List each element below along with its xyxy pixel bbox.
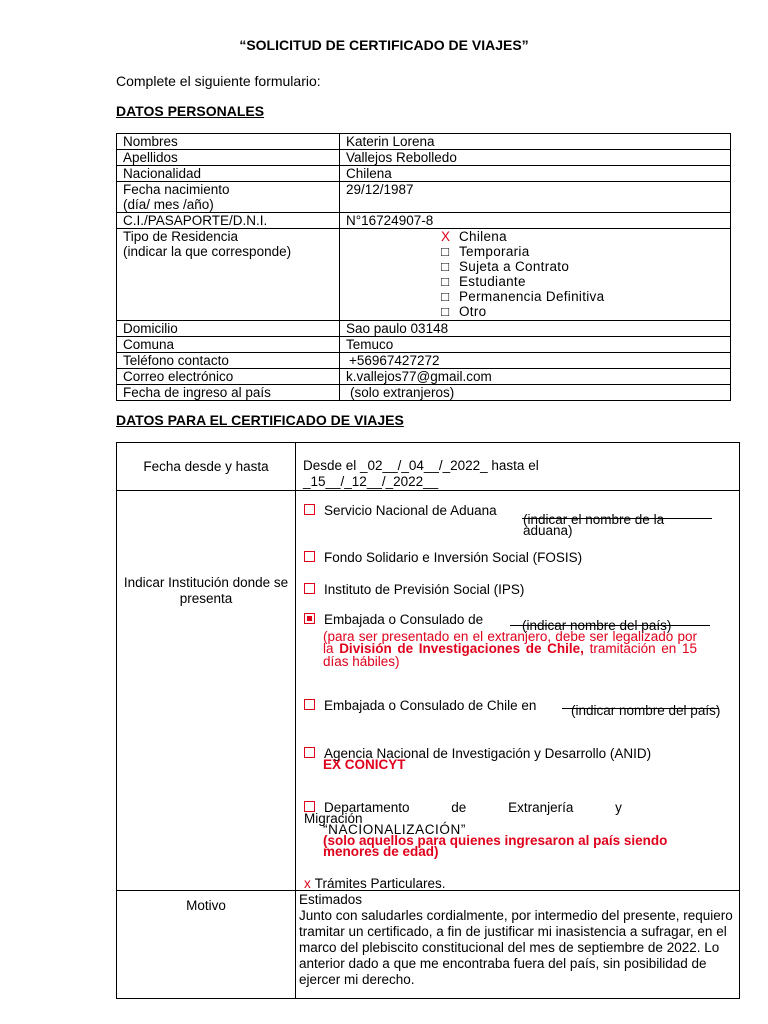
aduana-label: Servicio Nacional de Aduana xyxy=(324,503,497,518)
institucion-option-ips[interactable] xyxy=(296,583,524,597)
telefono-label: Teléfono contacto xyxy=(117,353,340,369)
embajada-chile-label: Embajada o Consulado de Chile en xyxy=(324,698,537,713)
checkbox-icon: □ xyxy=(441,274,450,289)
anid-note: EX CONICYT xyxy=(323,757,406,772)
comuna-field[interactable]: Temuco xyxy=(340,337,731,353)
anid-label: Agencia Nacional de Investigación y Desarrollo (ANID) xyxy=(324,746,652,761)
embajada-note-bold: División de Investigaciones de Chile, xyxy=(339,641,584,656)
documento-label: C.I./PASAPORTE/D.N.I. xyxy=(117,213,340,229)
fosis-label: Fondo Solidario e Inversión Social (FOSIS) xyxy=(324,550,583,565)
certificate-data-table xyxy=(116,442,740,999)
page-title: “SOLICITUD DE CERTIFICADO DE VIAJES” xyxy=(239,37,529,53)
checkbox-selected-icon xyxy=(304,613,315,624)
residencia-option[interactable] xyxy=(441,289,730,304)
residencia-option-label: Sujeta a Contrato xyxy=(459,259,570,274)
fecha-rango-line2: _15__/_12__/_2022__ xyxy=(303,474,439,489)
residencia-label-line2: (indicar la que corresponde) xyxy=(123,244,292,259)
nacionalidad-field[interactable]: Chilena xyxy=(340,166,731,182)
residencia-option-label: Temporaria xyxy=(459,244,530,259)
residencia-options xyxy=(340,229,731,321)
checkbox-icon xyxy=(304,583,315,594)
institucion-option-migracion[interactable] xyxy=(296,801,716,857)
checkbox-icon xyxy=(304,504,315,515)
residencia-option-label: Chilena xyxy=(459,229,507,244)
residencia-option[interactable] xyxy=(441,259,730,274)
embajada-note-text2: tramitación en 15 días hábiles) xyxy=(323,641,697,669)
institucion-option-aduana[interactable] xyxy=(296,503,724,538)
migracion-label: Departamento de Extranjería y Migración xyxy=(304,800,622,826)
residencia-option-label: Estudiante xyxy=(459,274,526,289)
embajada-chile-hint: (indicar nombre del país) xyxy=(571,703,721,718)
personal-data-table xyxy=(116,133,731,401)
apellidos-label: Apellidos xyxy=(117,150,340,166)
ips-label: Instituto de Previsión Social (IPS) xyxy=(324,582,525,597)
checkbox-icon: □ xyxy=(441,244,450,259)
fecha-rango-label: Fecha desde y hasta xyxy=(117,443,296,491)
correo-label: Correo electrónico xyxy=(117,369,340,385)
nombres-label: Nombres xyxy=(117,134,340,150)
embajada-note xyxy=(323,631,697,667)
fecha-nacimiento-label xyxy=(117,182,340,213)
domicilio-field[interactable]: Sao paulo 03148 xyxy=(340,321,731,337)
checkbox-icon: □ xyxy=(441,304,450,319)
fecha-nacimiento-label-line2: (día/ mes /año) xyxy=(123,197,214,212)
checkbox-icon xyxy=(304,699,315,710)
nombres-field[interactable]: Katerin Lorena xyxy=(340,134,731,150)
nacionalidad-label: Nacionalidad xyxy=(117,166,340,182)
checkbox-icon: □ xyxy=(441,259,450,274)
embajada-note-text: (para ser presentado en el extranjero, debe ser legalizado por la xyxy=(323,629,697,656)
institucion-option-embajada-chile[interactable] xyxy=(296,698,724,718)
correo-field[interactable]: k.vallejos77@gmail.com xyxy=(340,369,731,385)
documento-field[interactable]: N°16724907-8 xyxy=(340,213,731,229)
residencia-option[interactable] xyxy=(441,304,730,319)
residencia-option[interactable] xyxy=(441,244,730,259)
motivo-field[interactable] xyxy=(296,891,740,999)
residencia-option[interactable] xyxy=(441,229,730,244)
ingreso-label: Fecha de ingreso al país xyxy=(117,385,340,401)
migracion-note: (solo aquellos para quienes ingresaron al país siendo menores de edad) xyxy=(323,833,668,859)
institucion-label: Indicar Institución donde se presenta xyxy=(117,491,296,891)
aduana-hint: (indicar el nombre de la aduana) xyxy=(523,512,665,538)
institucion-option-embajada[interactable] xyxy=(296,612,714,633)
institucion-options xyxy=(296,491,740,891)
section-cert-heading: DATOS PARA EL CERTIFICADO DE VIAJES xyxy=(116,412,404,428)
checked-mark-icon: X xyxy=(441,229,451,244)
residencia-option[interactable] xyxy=(441,274,730,289)
aduana-underline xyxy=(522,518,712,519)
telefono-field[interactable]: +56967427272 xyxy=(340,353,731,369)
institucion-option-tramites[interactable] xyxy=(296,877,446,891)
embajada-hint: (indicar nombre del país) xyxy=(522,618,672,633)
residencia-label-line1: Tipo de Residencia xyxy=(123,229,239,244)
fecha-nacimiento-label-line1: Fecha nacimiento xyxy=(123,182,230,197)
checked-mark-icon: x xyxy=(304,876,311,891)
intro-text: Complete el siguiente formulario: xyxy=(116,73,321,89)
residencia-option-label: Permanencia Definitiva xyxy=(459,289,605,304)
apellidos-field[interactable]: Vallejos Rebolledo xyxy=(340,150,731,166)
domicilio-label: Domicilio xyxy=(117,321,340,337)
institucion-option-anid[interactable] xyxy=(296,747,724,770)
section-personal-heading: DATOS PERSONALES xyxy=(116,103,265,119)
motivo-text: Estimados Junto con saludarles cordialmente, por intermedio del presente, requiero tramitar un certificado, a fin de justificar mi inasistencia a sufragar, en el marco del plebiscito constitucional del mes de septiembre de 2022. Lo anterior dado a que me encontraba fuera del país, sin posibilidad de ejercer mi derecho. xyxy=(299,892,733,987)
fecha-nacimiento-field[interactable]: 29/12/1987 xyxy=(340,182,731,213)
motivo-label: Motivo xyxy=(117,891,296,999)
embajada-label: Embajada o Consulado de xyxy=(324,612,484,627)
checkbox-icon xyxy=(304,551,315,562)
comuna-label: Comuna xyxy=(117,337,340,353)
fecha-rango-field[interactable] xyxy=(296,443,740,491)
fecha-rango-line1: Desde el _02__/_04__/_2022_ hasta el xyxy=(303,458,539,473)
residencia-option-label: Otro xyxy=(459,304,487,319)
tramites-label: Trámites Particulares. xyxy=(314,876,446,891)
residencia-label xyxy=(117,229,340,321)
institucion-option-fosis[interactable] xyxy=(296,551,582,565)
migracion-sub: “NACIONALIZACIÓN” xyxy=(323,822,466,837)
ingreso-field[interactable]: (solo extranjeros) xyxy=(340,385,731,401)
checkbox-icon: □ xyxy=(441,289,450,304)
